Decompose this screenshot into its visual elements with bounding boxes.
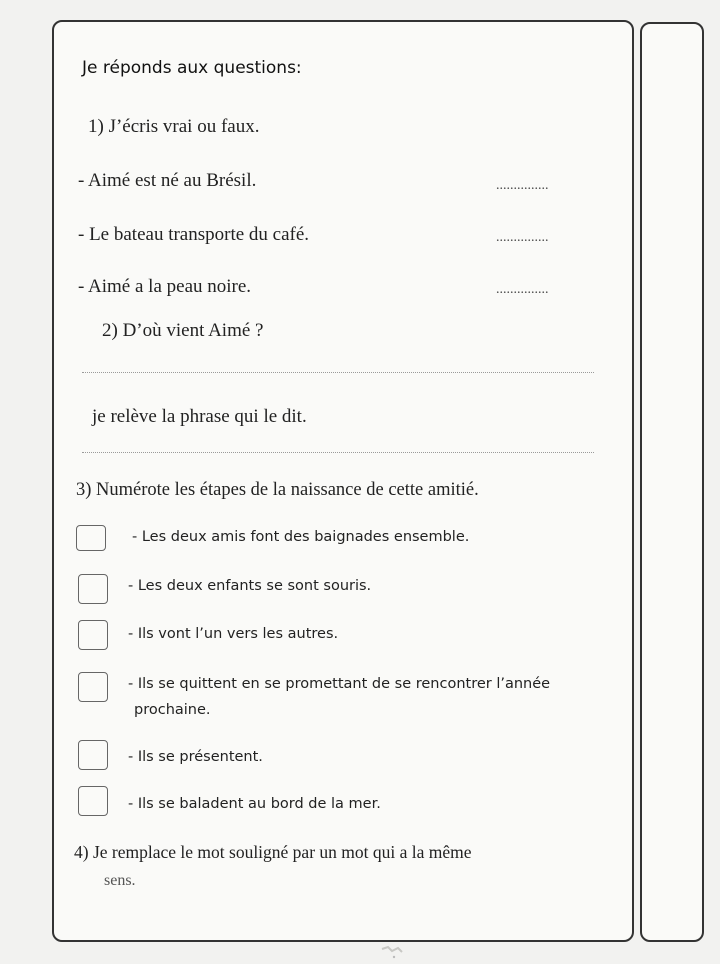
q1-statement-3: - Aimé a la peau noire. [78,276,252,297]
q2-answer-line-1[interactable] [82,372,594,373]
q3-step-3: - Ils vont l’un vers les autres. [128,626,339,642]
question-2-subquestion: je relève la phrase qui le dit. [92,406,307,427]
order-checkbox-4[interactable] [78,672,108,702]
q3-step-6: - Ils se baladent au bord de la mer. [128,796,381,812]
q1-answer-blank-1[interactable]: ............... [496,178,549,193]
order-checkbox-2[interactable] [78,574,108,604]
order-checkbox-3[interactable] [78,620,108,650]
section-title: Je réponds aux questions: [82,58,302,78]
question-1-heading: 1) J’écris vrai ou faux. [88,116,260,137]
question-2-heading: 2) D’où vient Aimé ? [102,320,264,341]
q2-answer-line-2[interactable] [82,452,594,453]
order-checkbox-6[interactable] [78,786,108,816]
order-checkbox-5[interactable] [78,740,108,770]
order-checkbox-1[interactable] [76,525,106,551]
q1-statement-1: - Aimé est né au Brésil. [78,170,257,191]
question-3-heading: 3) Numérote les étapes de la naissance de cette amitié. [76,480,479,500]
q3-step-5: - Ils se présentent. [128,749,263,765]
q3-step-1: - Les deux amis font des baignades ensemble. [132,529,470,545]
q3-step-2: - Les deux enfants se sont souris. [128,578,372,594]
q1-answer-blank-2[interactable]: ............... [496,230,549,245]
q3-step-4: - Ils se quittent en se promettant de se rencontrer l’année [128,676,551,692]
q1-answer-blank-3[interactable]: ............... [496,282,549,297]
q3-step-4-continued: prochaine. [134,702,211,718]
question-4-heading-continued: sens. [104,872,136,889]
scan-mark-icon [378,943,406,961]
question-4-heading: 4) Je remplace le mot souligné par un mot qui a la même [74,842,472,862]
margin-column [640,22,704,942]
q1-statement-2: - Le bateau transporte du café. [78,224,310,245]
